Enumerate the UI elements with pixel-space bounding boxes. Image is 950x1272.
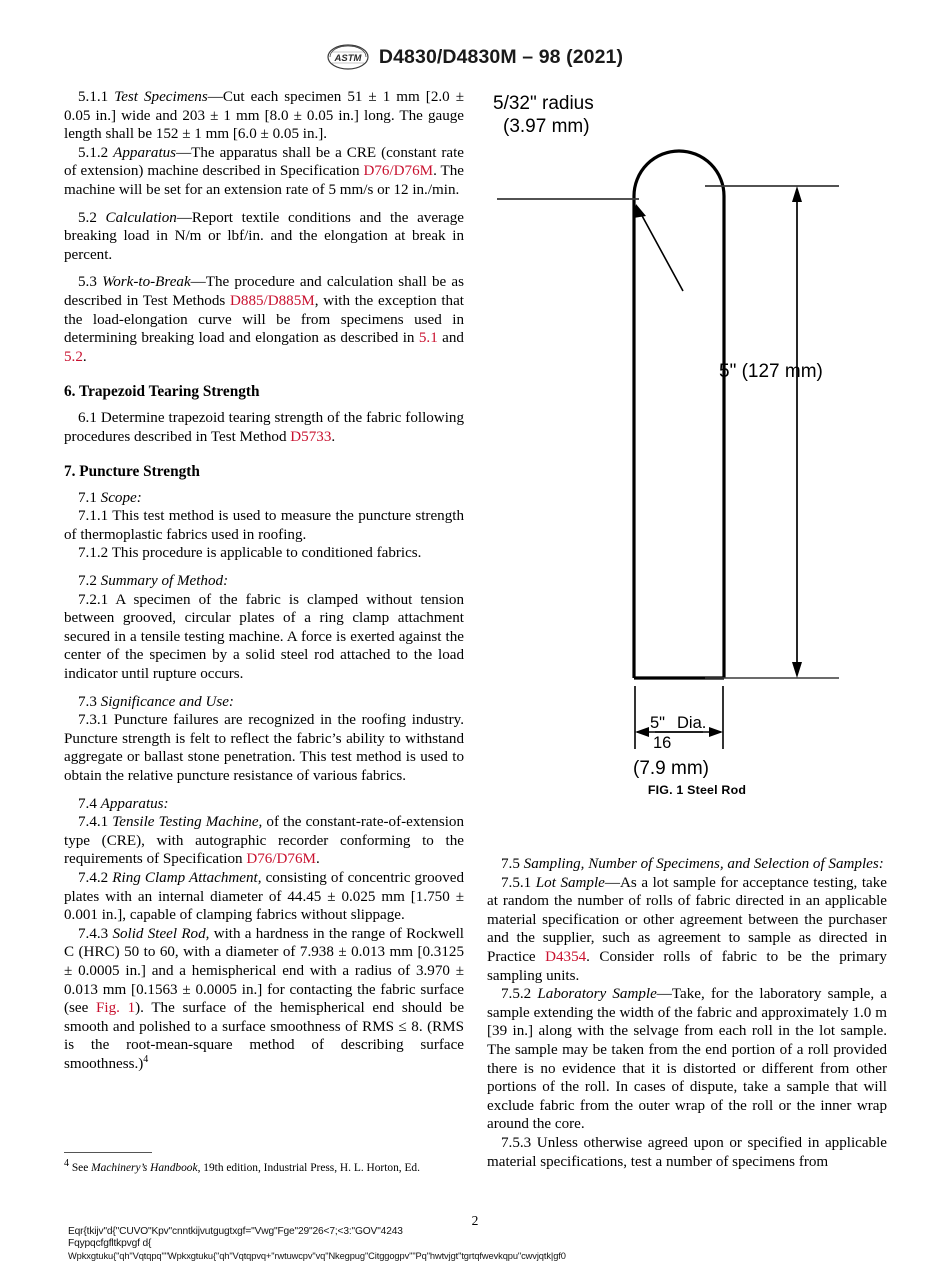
clause-body: with a hardness in the range of Rockwell C (HRC) 50 to 60, with a diameter of 7.938 ± 0.013 mm [0.3125 ± 0.0005 in.] and a hemispherical end with a radius of 3.970 ± 0.013 mm [0.1563 ± 0.0005 in.] for contacting the fabric surface (see xyxy=(64,925,465,1017)
clause-title: Tensile Testing Machine, xyxy=(112,814,263,831)
standard-designation: D4830/D4830M – 98 (2021) xyxy=(378,45,624,68)
clause-body: —Take, for the laboratory sample, a sample extending the width of the fabric and approximately 1.0 m [39 in.] along with the selvage from each roll in the lot sample. The sample may be taken from the end portion of a roll provided there is no evidence that it is distorted or different from other portions of the roll. In cases of dispute, take a sample that will exclude fabric from the outer wrap of the roll or the inner wrap around the core. xyxy=(487,986,888,1133)
height-arrow-top xyxy=(792,186,802,202)
clause-body-end: . xyxy=(331,428,336,445)
left-text-column xyxy=(64,88,464,1074)
footnote-marker: 4 xyxy=(64,1158,69,1170)
paragraph-7-2-1: 7.2.1 A specimen of the fabric is clamped without tension between grooved, circular plates of a ring clamp attachment secured in a tensile testing machine. A force is exerted against the center of the specimen by a solid steel rod attached to the load indicator until rupture occurs. xyxy=(64,591,464,683)
link-clause-5-1[interactable]: 5.1 xyxy=(418,330,438,347)
clause-number: 7.4.3 xyxy=(78,925,109,942)
clause-body: —Report textile conditions and the average breaking load in N/m or lbf/in. and the elongation at break in percent. xyxy=(64,209,464,263)
radius-label-line2: (3.97 mm) xyxy=(503,116,590,137)
diameter-denominator: 16 xyxy=(653,734,672,752)
paragraph-7-3-1: 7.3.1 Puncture failures are recognized in the roofing industry. Puncture strength is felt to reflect the fabric’s ability to withstand aggregate or ballast stone penetration. This test method is used to obtain the relative puncture resistance of various fabrics. xyxy=(64,712,464,784)
clause-number: 5.2 xyxy=(78,209,97,226)
clause-title: Scope: xyxy=(100,489,142,506)
paragraph-6-1 xyxy=(64,409,464,446)
paragraph-5-1-2 xyxy=(64,144,464,200)
section-heading-6-wrap xyxy=(64,383,464,402)
clause-title: Apparatus: xyxy=(100,795,169,812)
paragraph-7-1 xyxy=(64,489,464,508)
radius-leader-line xyxy=(640,212,683,291)
page-number: 2 xyxy=(471,1213,479,1228)
footnote-area xyxy=(64,1152,464,1175)
clause-number: 5.1.1 xyxy=(78,89,109,105)
paragraph-5-2 xyxy=(64,209,464,265)
steel-rod-drawing xyxy=(487,86,907,806)
link-d5733[interactable]: D5733 xyxy=(290,428,332,445)
clause-number: 5.1.2 xyxy=(78,144,109,161)
link-d76-d76m-2[interactable]: D76/D76M xyxy=(246,851,316,868)
paragraph-5-1-1 xyxy=(64,88,464,144)
radius-label xyxy=(493,92,594,138)
clause-body: —As a lot sample for acceptance testing, take at random the number of rolls of fabric directed in an applicable material specification or other agreement between the purchaser and the supplier, such as agreement to sample as directed in Practice xyxy=(487,874,887,965)
paragraph-7-4 xyxy=(64,795,464,814)
clause-body-end: . xyxy=(315,851,320,868)
clause-title: Lot Sample xyxy=(535,874,605,891)
paragraph-7-4-3 xyxy=(64,925,464,1074)
clause-number: 7.5 xyxy=(501,856,520,872)
clause-body: —The procedure and calculation shall be as described in Test Methods xyxy=(64,274,464,309)
paragraph-7-1-2: 7.1.2 This procedure is applicable to conditioned fabrics. xyxy=(78,545,422,562)
link-clause-5-2[interactable]: 5.2 xyxy=(64,348,83,365)
clause-body: of the constant-rate-of-extension type (CRE), with autographic recorder conforming to the requirements of Specification xyxy=(64,814,464,868)
paragraph-7-2 xyxy=(64,572,464,591)
clause-body: —The apparatus shall be a CRE (constant rate of extension) machine described in Specification xyxy=(64,144,464,180)
clause-body-cont2: and xyxy=(437,330,464,347)
section-heading-6: 6. Trapezoid Tearing Strength xyxy=(64,383,260,401)
link-d76-d76m[interactable]: D76/D76M xyxy=(363,163,434,180)
clause-title: Sampling, Number of Specimens, and Selection of Samples: xyxy=(523,856,884,872)
dia-arrow-right xyxy=(709,727,723,737)
link-d4354[interactable]: D4354 xyxy=(545,948,587,965)
clause-title: Test Specimens xyxy=(114,89,208,105)
clause-number: 7.3 xyxy=(78,693,97,710)
link-fig-1[interactable]: Fig. 1 xyxy=(95,1000,136,1017)
link-d885-d885m[interactable]: D885/D885M xyxy=(230,292,315,309)
encoded-line-2: Fqypqcfgfltkpvgf d{ xyxy=(68,1238,152,1250)
figure-caption: FIG. 1 Steel Rod xyxy=(647,783,747,797)
clause-title: Work-to-Break xyxy=(102,274,191,291)
clause-body-end: . Consider rolls of fabric to be the primary sampling units. xyxy=(487,948,887,984)
clause-title: Significance and Use: xyxy=(100,693,234,710)
footnote-text-a: See xyxy=(69,1162,92,1174)
clause-body: consisting of concentric grooved plates with an internal diameter of 44.45 ± 0.025 mm [1.750 ± 0.001 in.], capable of clamping fabrics without slippage. xyxy=(64,869,464,924)
clause-number: 7.2 xyxy=(78,573,97,590)
clause-body-cont: , with the exception that the load-elongation curve will be from specimens used in determining breaking load and elongation as described in xyxy=(64,292,464,347)
paragraph-7-5-2 xyxy=(487,985,887,1134)
diameter-mm-label: (7.9 mm) xyxy=(633,758,709,779)
dia-arrow-left xyxy=(635,727,649,737)
paragraph-7-4-2 xyxy=(64,869,464,925)
section-heading-7-wrap xyxy=(64,463,464,482)
clause-title: Solid Steel Rod, xyxy=(112,925,210,942)
radius-label-line1: 5/32" radius xyxy=(493,93,594,114)
footnote-4 xyxy=(64,1158,464,1175)
figure-steel-rod xyxy=(487,86,907,806)
footnote-title: Machinery’s Handbook xyxy=(91,1162,198,1174)
clause-body-end: . xyxy=(82,348,87,365)
diameter-word: Dia. xyxy=(677,714,707,732)
clause-title: Laboratory Sample xyxy=(537,986,657,1003)
paragraph-7-1-1: 7.1.1 This test method is used to measure the puncture strength of thermoplastic fabrics used in roofing. xyxy=(64,508,464,543)
rod-outline xyxy=(634,151,724,678)
encoded-copyright-block xyxy=(68,1226,868,1263)
paragraph-7-5 xyxy=(487,855,887,874)
footnote-divider xyxy=(64,1152,152,1153)
encoded-line-1: Eqr{tkijv"d{"CUVO"Kpv"cnntkijvutgugtxgf="Vwg"Fge"29"26<7;<3:"GOV"4243 xyxy=(68,1226,403,1237)
height-arrow-bottom xyxy=(792,662,802,678)
clause-number: 7.5.1 xyxy=(501,874,532,891)
clause-number: 5.3 xyxy=(78,274,97,291)
clause-number: 7.5.2 xyxy=(501,986,532,1003)
clause-body: —Cut each specimen 51 ± 1 mm [2.0 ± 0.05 in.] wide and 203 ± 1 mm [8.0 ± 0.05 in.] long. The gauge length shall be 152 ± 1 mm [6.0 ± 0.05 in.]. xyxy=(64,89,464,143)
clause-title: Ring Clamp Attachment, xyxy=(112,869,262,886)
clause-title: Calculation xyxy=(105,209,177,226)
paragraph-7-5-3: 7.5.3 Unless otherwise agreed upon or specified in applicable material specifications, test a number of specimens from xyxy=(487,1134,887,1170)
clause-title: Apparatus xyxy=(113,144,177,161)
clause-body-cont: ). The surface of the hemispherical end should be smooth and polished to a surface smoothness of RMS ≤ 8. (RMS is the root-mean-square method of describing surface smoothness.) xyxy=(64,1000,465,1072)
svg-text:ASTM: ASTM xyxy=(334,53,362,64)
clause-number: 7.4 xyxy=(78,795,97,812)
height-label: 5" (127 mm) xyxy=(719,361,823,382)
paragraph-7-3 xyxy=(64,693,464,712)
clause-number: 7.4.2 xyxy=(78,869,109,886)
clause-number: 7.4.1 xyxy=(78,814,109,831)
astm-logo-icon xyxy=(327,44,369,70)
diameter-numerator: 5" xyxy=(650,714,666,732)
paragraph-5-3 xyxy=(64,273,464,366)
paragraph-7-5-1 xyxy=(487,874,887,986)
clause-title: Summary of Method: xyxy=(100,573,229,590)
right-text-column xyxy=(487,855,887,1171)
section-heading-7: 7. Puncture Strength xyxy=(64,463,200,481)
clause-body-cont: . The machine will be set for an extension rate of 5 mm/s or 12 in./min. xyxy=(64,163,464,198)
encoded-line-3: Wpkxgtuku{"qh"Vqtqpq""Wpkxgtuku{"qh"Vqtqpvq+"rwtuwcpv"vq"Nkegpug"Citggogpv""Pq"hwtvjgt"tgrtqfwevkqpu"cwvjqtk|gf0 xyxy=(68,1251,566,1262)
paragraph-7-4-1 xyxy=(64,813,464,869)
footnote-reference-4: 4 xyxy=(143,1053,149,1065)
page-header xyxy=(0,44,950,70)
clause-number: 7.1 xyxy=(78,489,97,506)
footnote-text-b: , 19th edition, Industrial Press, H. L. Horton, Ed. xyxy=(197,1162,420,1174)
clause-body: 6.1 Determine trapezoid tearing strength of the fabric following procedures described in Test Method xyxy=(64,409,464,445)
